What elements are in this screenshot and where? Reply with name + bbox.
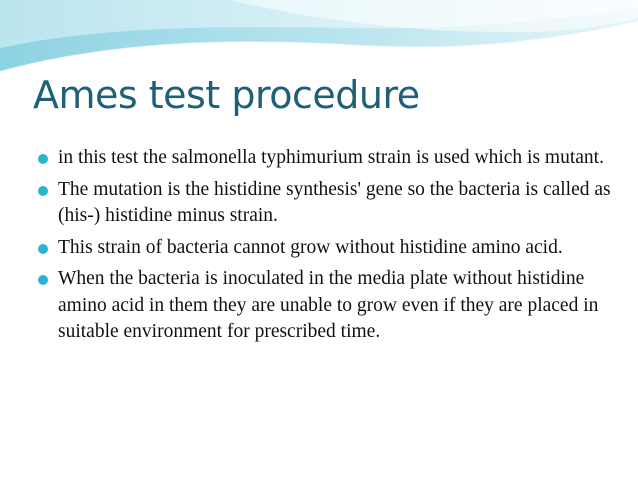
circle-bullet-icon [38, 154, 48, 164]
decorative-wave-header [0, 0, 638, 80]
bullet-text: The mutation is the histidine synthesis' gene so the bacteria is called as (his-) histidine minus strain. [58, 178, 611, 226]
bullet-text: When the bacteria is inoculated in the media plate without histidine amino acid in them they are unable to grow even if they are placed in suitable environment for prescribed time. [58, 268, 599, 342]
list-item [38, 177, 618, 230]
circle-bullet-icon [38, 275, 48, 285]
bullet-list [38, 145, 618, 351]
circle-bullet-icon [38, 186, 48, 196]
list-item [38, 145, 618, 172]
list-item [38, 266, 618, 346]
bullet-text: This strain of bacteria cannot grow without histidine amino acid. [58, 236, 563, 258]
slide-title: Ames test procedure [33, 73, 420, 117]
bullet-text: in this test the salmonella typhimurium strain is used which is mutant. [58, 147, 604, 168]
list-item [38, 235, 618, 262]
circle-bullet-icon [38, 244, 48, 254]
